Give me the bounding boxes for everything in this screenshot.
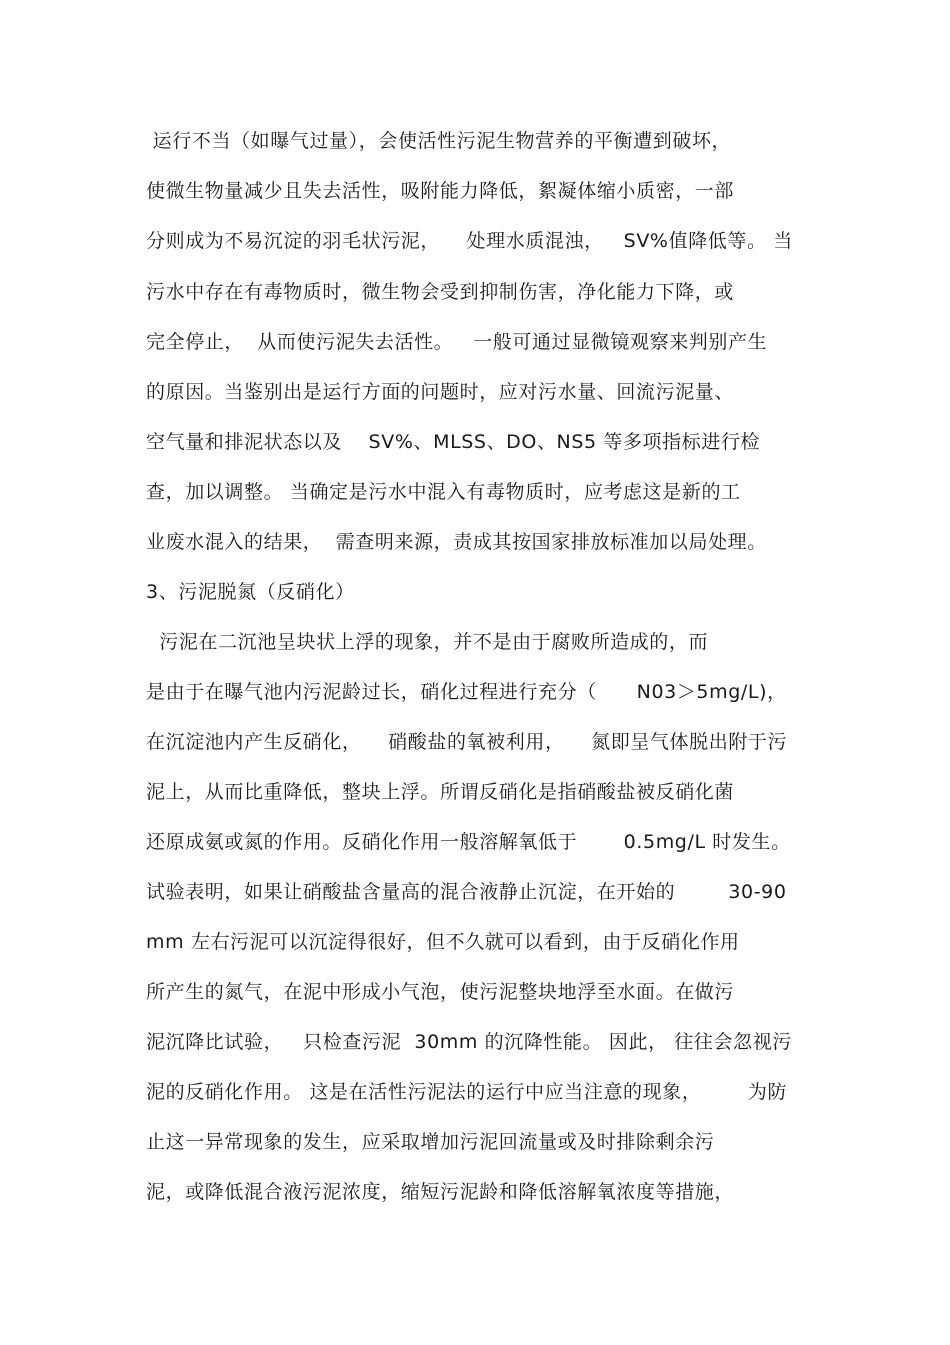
text-line: 还原成氨或氮的作用。反硝化作用一般溶解氧低于 0.5mg/L 时发生。 <box>146 831 791 853</box>
text-line: 试验表明，如果让硝酸盐含量高的混合液静止沉淀，在开始的 30-90 <box>146 881 787 903</box>
text-line: 在沉淀池内产生反硝化， 硝酸盐的氧被利用， 氮即呈气体脱出附于污 <box>146 731 788 753</box>
text-line: 使微生物量减少且失去活性，吸附能力降低，絮凝体缩小质密，一部 <box>146 180 735 202</box>
text-line: 的原因。当鉴别出是运行方面的问题时，应对污水量、回流污泥量、 <box>146 381 735 403</box>
text-line: 运行不当（如曝气过量），会使活性污泥生物营养的平衡遭到破坏， <box>146 130 732 152</box>
text-line: 分则成为不易沉淀的羽毛状污泥， 处理水质混浊， SV%值降低等。 当 <box>146 230 793 252</box>
text-line: 泥上，从而比重降低，整块上浮。所谓反硝化是指硝酸盐被反硝化菌 <box>146 781 735 803</box>
text-line: 污水中存在有毒物质时，微生物会受到抑制伤害，净化能力下降，或 <box>146 281 735 303</box>
text-line: 泥，或降低混合液污泥浓度，缩短污泥龄和降低溶解氧浓度等措施， <box>146 1181 735 1203</box>
text-line: 是由于在曝气池内污泥龄过长，硝化过程进行充分（ N03＞5mg/L)， <box>146 681 787 703</box>
text-line: 污泥在二沉池呈块状上浮的现象，并不是由于腐败所造成的，而 <box>146 631 709 653</box>
text-line: 泥的反硝化作用。 这是在活性污泥法的运行中应当注意的现象， 为防 <box>146 1081 788 1103</box>
text-line: 业废水混入的结果， 需查明来源，责成其按国家排放标准加以局处理。 <box>146 531 767 553</box>
text-line: 止这一异常现象的发生，应采取增加污泥回流量或及时排除剩余污 <box>146 1131 715 1153</box>
section-heading: 3、污泥脱氮（反硝化） <box>146 581 355 603</box>
text-line: 空气量和排泥状态以及 SV%、MLSS、DO、NS5 等多项指标进行检 <box>146 431 761 453</box>
text-line: mm 左右污泥可以沉淀得很好，但不久就可以看到，由于反硝化作用 <box>146 931 740 953</box>
text-line: 完全停止， 从而使污泥失去活性。 一般可通过显微镜观察来判别产生 <box>146 331 768 353</box>
text-line: 所产生的氮气，在泥中形成小气泡，使污泥整块地浮至水面。在做污 <box>146 981 735 1003</box>
text-line: 泥沉降比试验， 只检查污泥 30mm 的沉降性能。 因此， 往往会忽视污 <box>146 1031 792 1053</box>
text-line: 查，加以调整。 当确定是污水中混入有毒物质时，应考虑这是新的工 <box>146 481 741 503</box>
